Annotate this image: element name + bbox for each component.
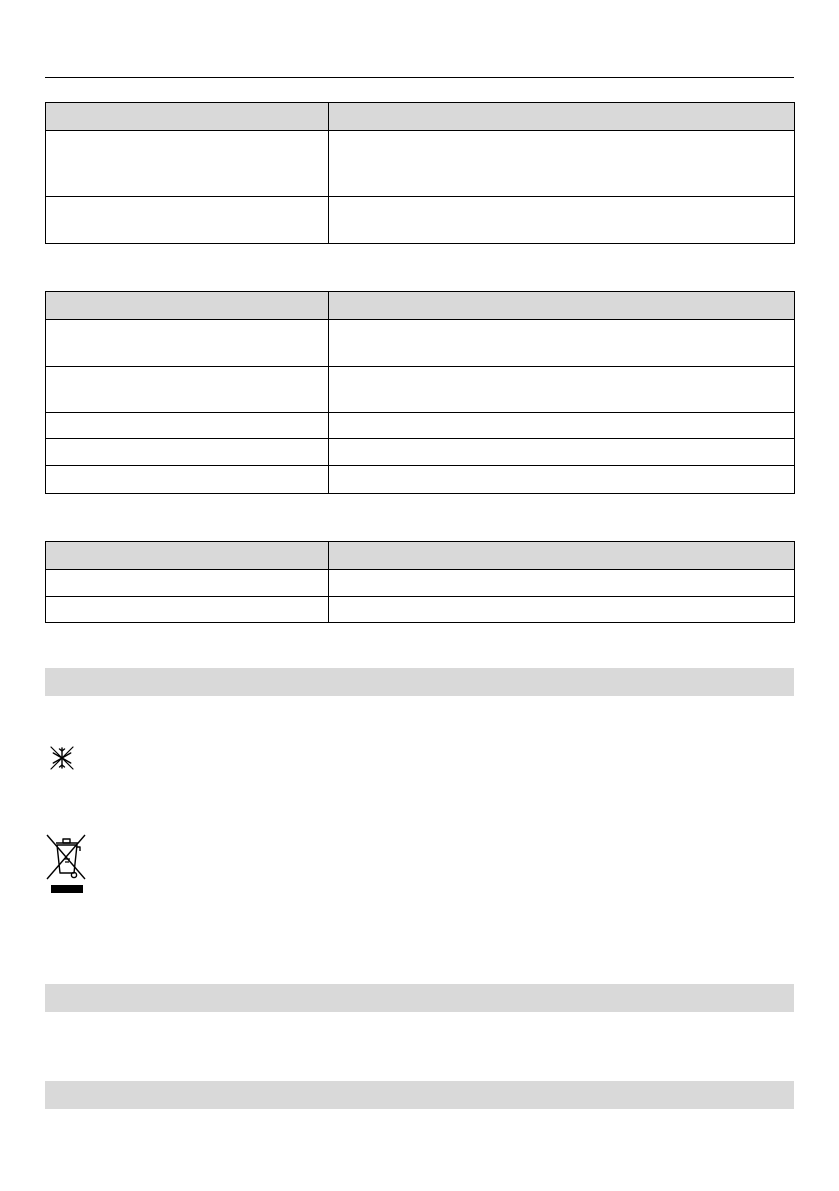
crossed-out-wheelie-bin-icon xyxy=(43,833,89,897)
header-rule xyxy=(45,77,794,78)
table-header-row xyxy=(46,103,795,131)
table-1 xyxy=(45,102,795,244)
table-3 xyxy=(45,541,795,623)
snowflake-cross-icon xyxy=(48,744,76,772)
table-row xyxy=(46,597,795,623)
table-header-cell xyxy=(46,542,329,570)
table-cell xyxy=(46,413,329,439)
table-cell xyxy=(329,570,795,597)
table-row xyxy=(46,439,795,466)
table-cell xyxy=(46,367,329,413)
table-cell xyxy=(329,197,795,244)
table-cell xyxy=(329,320,795,367)
table-cell xyxy=(46,597,329,623)
section-heading-band xyxy=(45,984,794,1012)
table-row xyxy=(46,413,795,439)
table-row xyxy=(46,367,795,413)
section-heading-band xyxy=(45,1081,794,1109)
table-header-row xyxy=(46,542,795,570)
table-cell xyxy=(329,466,795,494)
table-header-cell xyxy=(329,103,795,131)
table-cell xyxy=(46,439,329,466)
table-cell xyxy=(329,131,795,197)
table-cell xyxy=(329,439,795,466)
table-cell xyxy=(329,597,795,623)
table-cell xyxy=(46,197,329,244)
table-row xyxy=(46,197,795,244)
table-cell xyxy=(46,570,329,597)
table-cell xyxy=(46,466,329,494)
table-row xyxy=(46,570,795,597)
table-cell xyxy=(329,413,795,439)
table-cell xyxy=(46,320,329,367)
table-header-cell xyxy=(46,292,329,320)
table-header-cell xyxy=(329,292,795,320)
table-cell xyxy=(46,131,329,197)
table-cell xyxy=(329,367,795,413)
table-row xyxy=(46,466,795,494)
table-header-row xyxy=(46,292,795,320)
table-row xyxy=(46,320,795,367)
table-row xyxy=(46,131,795,197)
table-header-cell xyxy=(46,103,329,131)
table-header-cell xyxy=(329,542,795,570)
section-heading-band xyxy=(45,668,794,696)
table-2 xyxy=(45,291,795,494)
